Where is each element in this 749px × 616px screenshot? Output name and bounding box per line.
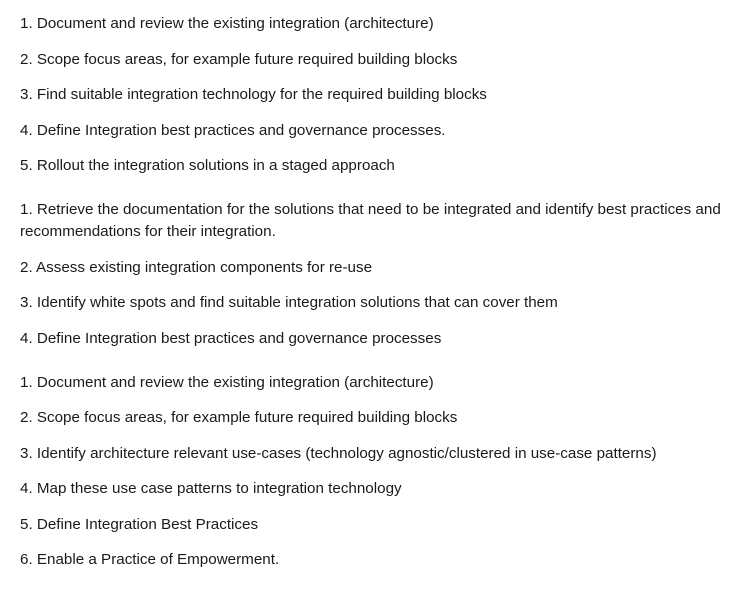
list-item: 3. Identify white spots and find suitable integration solutions that can cover them — [20, 294, 558, 311]
list-item: 2. Scope focus areas, for example future required building blocks — [20, 50, 458, 68]
list-item: 1. Retrieve the documentation for the solutions that need to be integrated and identify best practices and recommendations for their integration. — [20, 201, 721, 240]
list-item: 1. Document and review the existing integration (architecture) — [20, 15, 434, 32]
list-section-3 — [20, 372, 742, 572]
list-item: 2. Scope focus areas, for example future required building blocks — [20, 409, 458, 426]
list-item: 4. Define Integration best practices and governance processes — [20, 329, 442, 347]
list-item: 3. Find suitable integration technology for the required building blocks — [20, 86, 487, 103]
list-section-1 — [20, 13, 742, 177]
list-item: 5. Define Integration Best Practices — [20, 515, 259, 533]
list-item: 2. Assess existing integration components for re-use — [20, 258, 373, 276]
list-item: 4. Map these use case patterns to integration technology — [20, 480, 402, 497]
list-item: 3. Identify architecture relevant use-cases (technology agnostic/clustered in use-case patterns) — [20, 444, 657, 462]
document-body — [20, 13, 742, 585]
list-section-2 — [20, 199, 742, 350]
list-item: 1. Document and review the existing integration (architecture) — [20, 373, 434, 391]
list-item: 6. Enable a Practice of Empowerment. — [20, 551, 280, 568]
list-item: 5. Rollout the integration solutions in a staged approach — [20, 157, 395, 174]
list-item: 4. Define Integration best practices and governance processes. — [20, 121, 446, 139]
